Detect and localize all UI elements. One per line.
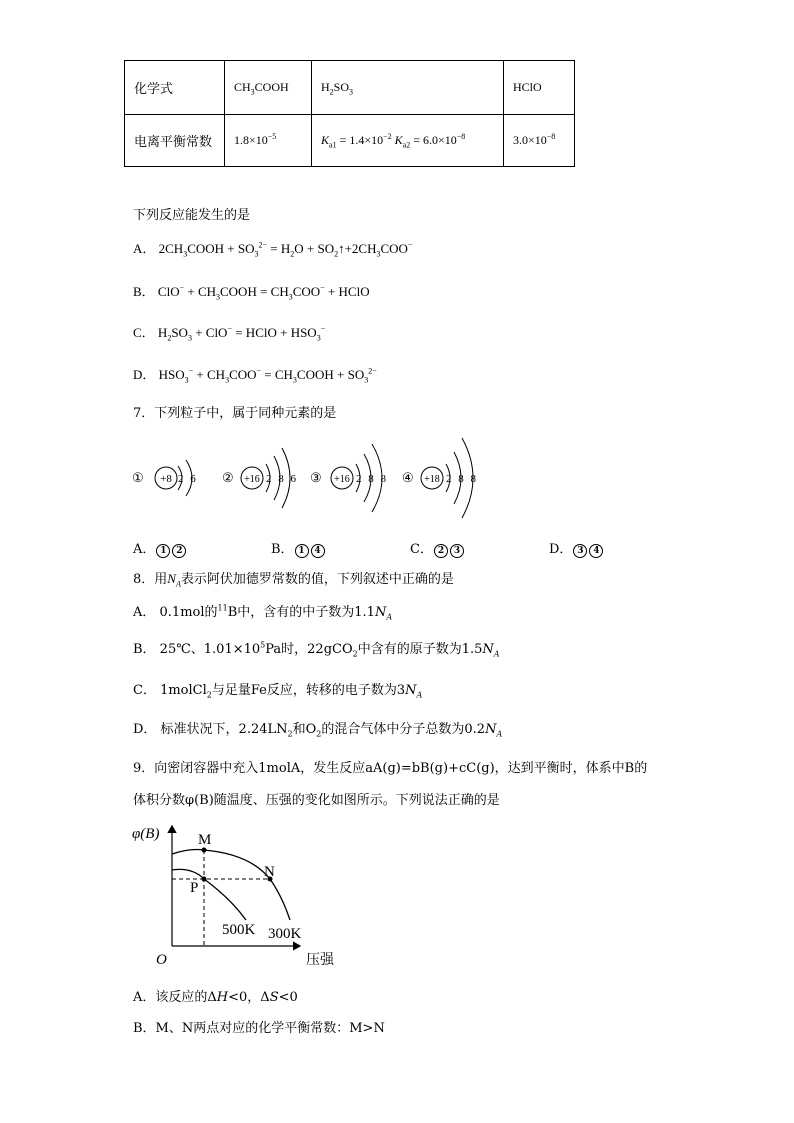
point-p-label: P	[190, 880, 199, 896]
q7-option-c: C． 2 3	[410, 538, 465, 558]
q8-option-d: D． 标准状况下，$2.24LN_2$和$O_2$的混合气体中分子总数为$0.2N_A$	[133, 722, 503, 739]
q8-option-c: C． 1molCl$_2$与足量Fe反应，转移的电子数为$3N_A$	[133, 683, 423, 700]
q6-option-a: A． $2CH_3COOH + SO_3^{2-} = H_2O$ + $SO_2↑+2CH_3COO^-$	[133, 240, 413, 259]
y-axis-label: φ(B)	[132, 826, 160, 842]
point-n-label: N	[264, 864, 275, 880]
q6-option-b: B． $ClO^- + CH_3COOH = CH_3COO^-$ + HClO	[133, 283, 370, 302]
formula-h2so3: $H_2SO_3$	[312, 61, 504, 115]
x-axis-label: 压强	[306, 953, 334, 968]
point-m-label: M	[198, 832, 212, 848]
particle-4	[402, 438, 478, 518]
particle-3-shells: 2 8 8	[356, 473, 388, 485]
formula-ch3cooh: $CH_3COOH$	[225, 61, 312, 115]
particle-4-shells: 2 8 8	[446, 473, 478, 485]
formula-hclo: HClO	[504, 61, 575, 115]
table-row-label: 电离平衡常数	[125, 115, 225, 167]
particle-2-number: ②	[222, 470, 234, 485]
particle-1-nucleus: +8	[160, 473, 172, 485]
particle-1	[132, 460, 198, 496]
particle-2-nucleus: +16	[244, 474, 260, 485]
phi-b-pressure-graph	[130, 820, 360, 970]
constant-h2so3: $K_{a1} = 1.4\times 10^{-2}$ $K_{a2} = 6.0\times 10^{-8}$	[312, 115, 504, 167]
particle-3-nucleus: +16	[334, 474, 350, 485]
constant-hclo: $3.0\times 10^{-8}$	[504, 115, 575, 167]
q9-option-b: B．M、N两点对应的化学平衡常数：M>N	[133, 1021, 385, 1036]
q8-option-b: B． 25℃、$1.01\times 10^5Pa$时，22gCO$_2$中含有的原子数为$1.5N_A$	[133, 640, 500, 659]
atomic-structure-diagrams	[130, 430, 490, 526]
point-p	[202, 877, 207, 882]
q9-stem-line2: 体积分数φ(B)随温度、压强的变化如图所示。下列说法正确的是	[133, 793, 500, 808]
q6-stem: 下列反应能发生的是	[133, 208, 251, 223]
particle-3-number: ③	[310, 470, 322, 485]
q7-stem: 7．下列粒子中，属于同种元素的是	[133, 406, 337, 421]
table-header-label: 化学式	[125, 61, 225, 115]
q7-option-a: A． 1 2	[133, 538, 187, 558]
point-m	[202, 848, 207, 853]
q9-stem-line1: 9．向密闭容器中充入1molA，发生反应aA(g)=bB(g)+cC(g)，达到平衡时，体系中B的	[133, 761, 648, 776]
particle-4-nucleus: +18	[424, 474, 440, 485]
curve-500k-label: 500K	[222, 922, 256, 938]
curve-500k	[172, 869, 246, 920]
particle-2	[222, 448, 298, 508]
curve-300k-label: 300K	[268, 926, 302, 942]
q7-option-b: B． 1 4	[271, 538, 326, 558]
particle-1-shells: 2 6	[178, 473, 198, 485]
particle-4-number: ④	[402, 470, 414, 485]
q8-option-a: A． 0.1mol的$^{11}$B中，含有的中子数为$1.1N_A$	[133, 603, 393, 622]
q9-option-a: A．该反应的ΔH<0，ΔS<0	[133, 990, 298, 1005]
particle-2-shells: 2 8 6	[266, 473, 298, 485]
particle-3	[310, 444, 388, 512]
origin-label: O	[156, 952, 167, 968]
q8-stem: 8．用$N_A$表示阿伏加德罗常数的值，下列叙述中正确的是	[133, 571, 454, 589]
table-row	[125, 61, 575, 115]
ionization-constant-table	[124, 60, 575, 167]
q6-option-d: D． $HSO_3^- + CH_3COO^-$ = $CH_3COOH + SO_3^{2-}$	[133, 366, 377, 385]
q7-option-d: D． 3 4	[549, 538, 604, 558]
table-row	[125, 115, 575, 167]
constant-ch3cooh: $1.8\times 10^{-5}$	[225, 115, 312, 167]
particle-1-number: ①	[132, 470, 144, 485]
q6-option-c: C． $H_2SO_3 + ClO^-$ = HClO + $HSO_3^-$	[133, 324, 326, 343]
